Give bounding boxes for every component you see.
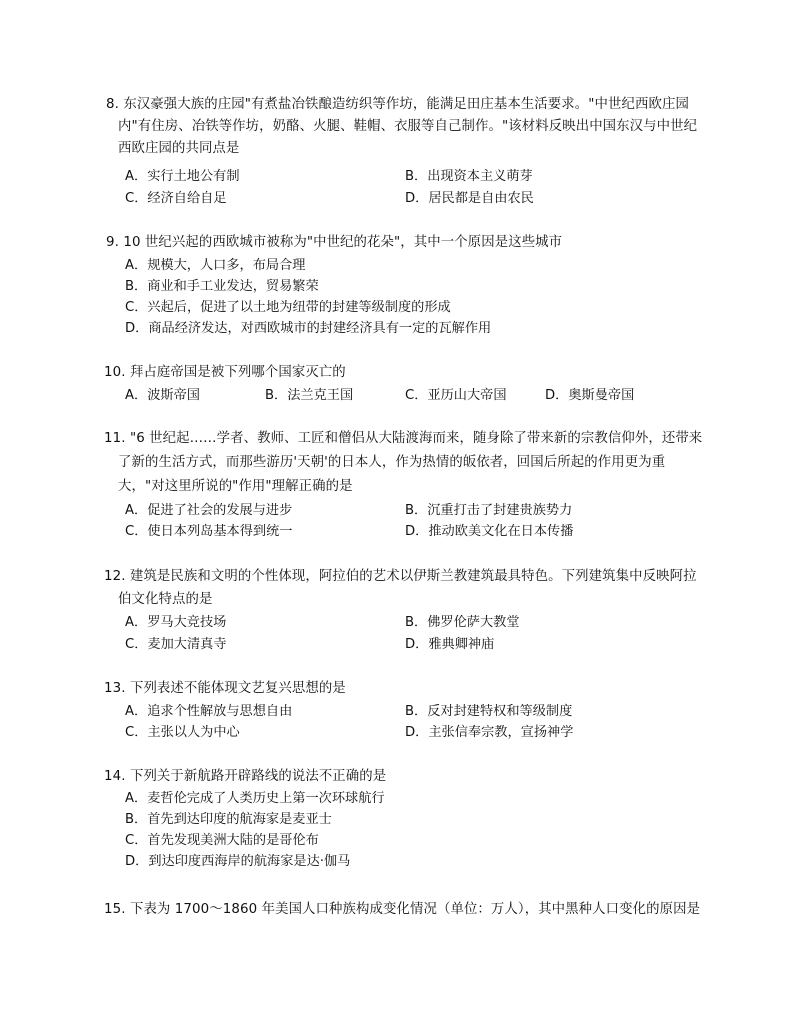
question-11-line-1: 11. "6 世纪起……学者、教师、工匠和僧侣从大陆渡海而来，随身除了带来新的宗教信仰外，还带来 (104, 431, 703, 446)
question-12-line-2: 伯文化特点的是 (118, 592, 213, 607)
question-11-line-3: 大，"对这里所说的"作用"理解正确的是 (118, 479, 353, 494)
question-10-option-d[interactable]: D．奥斯曼帝国 (545, 388, 635, 403)
question-12-option-a[interactable]: A．罗马大竞技场 (125, 615, 227, 630)
question-14-option-c[interactable]: C．首先发现美洲大陆的是哥伦布 (125, 833, 319, 848)
question-10-option-c[interactable]: C．亚历山大帝国 (405, 388, 507, 403)
question-10-option-b[interactable]: B．法兰克王国 (265, 388, 354, 403)
question-9-line-1: 9. 10 世纪兴起的西欧城市被称为"中世纪的花朵"，其中一个原因是这些城市 (106, 235, 563, 250)
question-14-option-b[interactable]: B．首先到达印度的航海家是麦亚士 (125, 812, 332, 827)
question-8-line-3: 西欧庄园的共同点是 (118, 141, 240, 156)
question-9-option-d[interactable]: D．商品经济发达，对西欧城市的封建经济具有一定的瓦解作用 (125, 321, 492, 336)
question-13-option-b[interactable]: B．反对封建特权和等级制度 (405, 704, 573, 719)
question-12-option-d[interactable]: D．雅典卿神庙 (405, 637, 495, 652)
question-14-option-a[interactable]: A．麦哲伦完成了人类历史上第一次环球航行 (125, 791, 385, 806)
question-9-option-c[interactable]: C．兴起后，促进了以土地为纽带的封建等级制度的形成 (125, 300, 451, 315)
question-8-option-c[interactable]: C．经济自给自足 (125, 191, 227, 206)
question-13-option-a[interactable]: A．追求个性解放与思想自由 (125, 704, 293, 719)
question-12-option-c[interactable]: C．麦加大清真寺 (125, 637, 227, 652)
question-14-line-1: 14. 下列关于新航路开辟路线的说法不正确的是 (104, 769, 387, 784)
question-12-option-b[interactable]: B．佛罗伦萨大教堂 (405, 615, 520, 630)
question-9-option-a[interactable]: A．规模大，人口多，布局合理 (125, 258, 306, 273)
question-8-line-2: 内"有住房、冶铁等作坊，奶酪、火腿、鞋帽、衣服等自己制作。"该材料反映出中国东汉与中世纪 (118, 119, 698, 134)
question-10-line-1: 10. 拜占庭帝国是被下列哪个国家灭亡的 (104, 365, 346, 380)
question-11-option-d[interactable]: D．推动欧美文化在日本传播 (405, 524, 574, 539)
question-13-line-1: 13. 下列表述不能体现文艺复兴思想的是 (104, 681, 346, 696)
question-11-line-2: 了新的生活方式，而那些游历'天朝'的日本人，作为热情的皈依者，回国后所起的作用更为重 (118, 455, 666, 470)
question-8-line-1: 8. 东汉豪强大族的庄园"有煮盐冶铁酿造纺织等作坊，能满足田庄基本生活要求。"中世纪西欧庄园 (106, 97, 689, 112)
question-8-option-d[interactable]: D．居民都是自由农民 (405, 191, 534, 206)
question-15-line-1: 15. 下表为 1700～1860 年美国人口种族构成变化情况（单位：万人），其中黑种人口变化的原因是 (104, 902, 701, 917)
question-11-option-a[interactable]: A．促进了社会的发展与进步 (125, 503, 293, 518)
question-12-line-1: 12. 建筑是民族和文明的个性体现，阿拉伯的艺术以伊斯兰教建筑最具特色。下列建筑集中反映阿拉 (104, 569, 697, 584)
question-8-option-b[interactable]: B．出现资本主义萌芽 (405, 169, 533, 184)
question-10-option-a[interactable]: A．波斯帝国 (125, 388, 200, 403)
question-11-option-b[interactable]: B．沉重打击了封建贵族势力 (405, 503, 573, 518)
question-14-option-d[interactable]: D．到达印度西海岸的航海家是达·伽马 (125, 854, 351, 869)
question-11-option-c[interactable]: C．使日本列岛基本得到统一 (125, 524, 293, 539)
question-9-option-b[interactable]: B．商业和手工业发达，贸易繁荣 (125, 279, 319, 294)
question-13-option-d[interactable]: D．主张信奉宗教，宣扬神学 (405, 725, 574, 740)
question-13-option-c[interactable]: C．主张以人为中心 (125, 725, 240, 740)
question-8-option-a[interactable]: A．实行土地公有制 (125, 169, 240, 184)
